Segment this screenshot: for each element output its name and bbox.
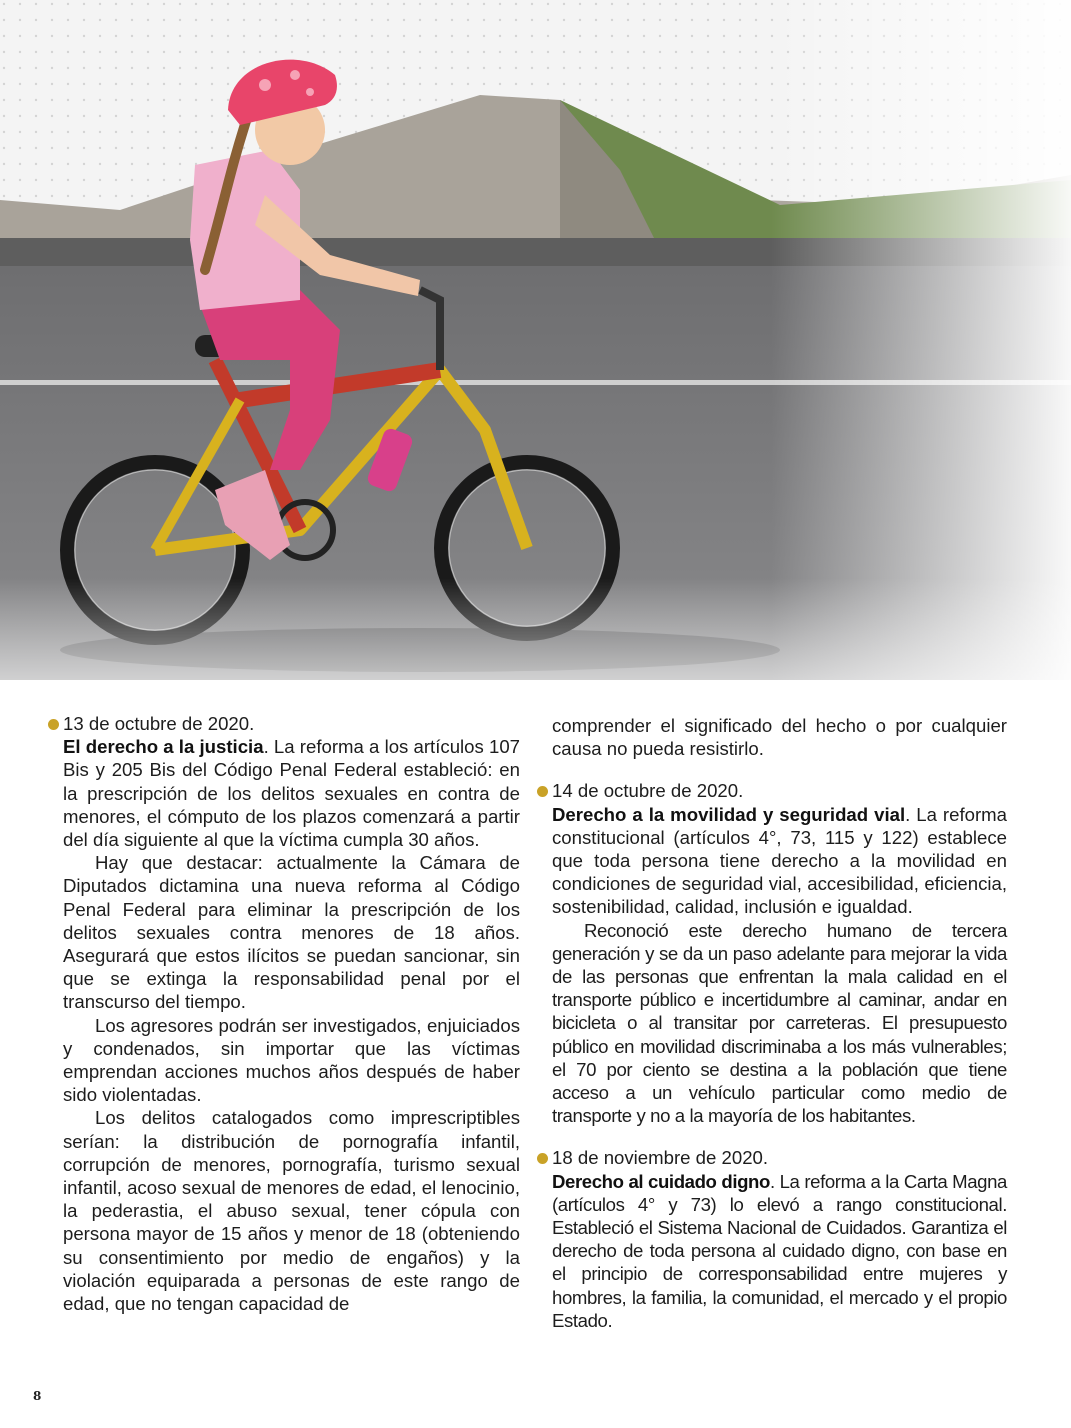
entry-body: [552, 803, 1007, 919]
entry-cuidado: [535, 1146, 1007, 1332]
entry-title: Derecho a la movilidad y seguridad vial: [552, 803, 906, 825]
entry-date: 13 de octubre de 2020.: [63, 713, 255, 734]
entry-date: 18 de noviembre de 2020.: [552, 1147, 769, 1169]
spacer: [535, 1127, 1007, 1146]
paragraph: comprender el significado del hecho o por cualquier causa no pueda resistirlo.: [552, 715, 1007, 760]
entry-justicia: [46, 712, 520, 1315]
paragraph: Los delitos catalogados como imprescriptibles serían: la distribución de pornografía infantil, corrupción de menores, pornografía, turismo sexual infantil, acoso sexual de menores de edad, el lenocinio, la pederastia, el abuso sexual, tener cópula con persona mayor de 15 años y menor de 18 (obteniendo su consentimiento por medio de engaños) y la violación equiparada a personas de este rango de edad, que no tengan capacidad de: [63, 1107, 520, 1315]
bullet-icon: [537, 1153, 548, 1164]
entry-text: . La reforma a la Carta Magna (artículos 4° y 73) lo elevó a rango constitucional. Estableció el Sistema Nacional de Cuidados. Garantiza el derecho de toda persona al cuidado digno, con base en el principio de corresponsabilidad entre mujeres y hombres, la familia, la comunidad, el mercado y el propio Estado.: [552, 1170, 1007, 1331]
entry-title: El derecho a la justicia: [63, 736, 264, 758]
hero-photo: [0, 0, 1071, 680]
left-column: [46, 712, 520, 1315]
entry-text: . La reforma constitucional (artículos 4°, 73, 115 y 122) establece que toda persona tiene derecho a la movilidad en condiciones de seguridad vial, accesibilidad, eficiencia, sostenibilidad, calidad, inclusión e igualdad.: [552, 803, 1007, 918]
girl-riding-bicycle-photo: [0, 0, 1071, 680]
entry-body: [552, 1170, 1007, 1332]
bullet-icon: [48, 719, 59, 730]
entry-continuation: [535, 714, 1007, 760]
bullet-icon: [537, 786, 548, 797]
page-number: 8: [33, 1389, 42, 1403]
entry-date: 14 de octubre de 2020.: [552, 780, 744, 802]
paragraph: Reconoció este derecho humano de tercera generación y se da un paso adelante para mejorar la vida de las personas que enfrentan la mala calidad en el transporte público e incertidumbre al caminar, andar en bicicleta o al transitar por carreteras. El presupuesto público en movilidad discriminaba a los más vulnerables; el 70 por ciento se destina a la población que tiene acceso a un vehículo particular como medio de transporte y no a la mayoría de los habitantes.: [552, 919, 1007, 1127]
entry-body: [63, 735, 520, 851]
entry-text: . La reforma a los artículos 107 Bis y 205 Bis del Código Penal Federal estableció: en la prescripción de los delitos sexuales en contra de menores, el cómputo de los plazos comenzará a partir del día siguiente al que la víctima cumpla 30 años.: [63, 736, 521, 851]
paragraph: Hay que destacar: actualmente la Cámara de Diputados dictamina una nueva reforma al Código Penal Federal para eliminar la prescripción de los delitos sexuales contra menores de 18 años. Asegurará que estos ilícitos se puedan sancionar, sin que se extinga la responsabilidad penal por el transcurso del tiempo.: [63, 852, 520, 1013]
right-column: [535, 714, 1007, 1332]
entry-movilidad: [535, 779, 1007, 1127]
entry-title: Derecho al cuidado digno: [552, 1170, 770, 1192]
paragraph: Los agresores podrán ser investigados, enjuiciados y condenados, sin importar que las víctimas emprendan acciones muchos años después de haber sido violentadas.: [63, 1014, 520, 1106]
spacer: [535, 760, 1007, 779]
